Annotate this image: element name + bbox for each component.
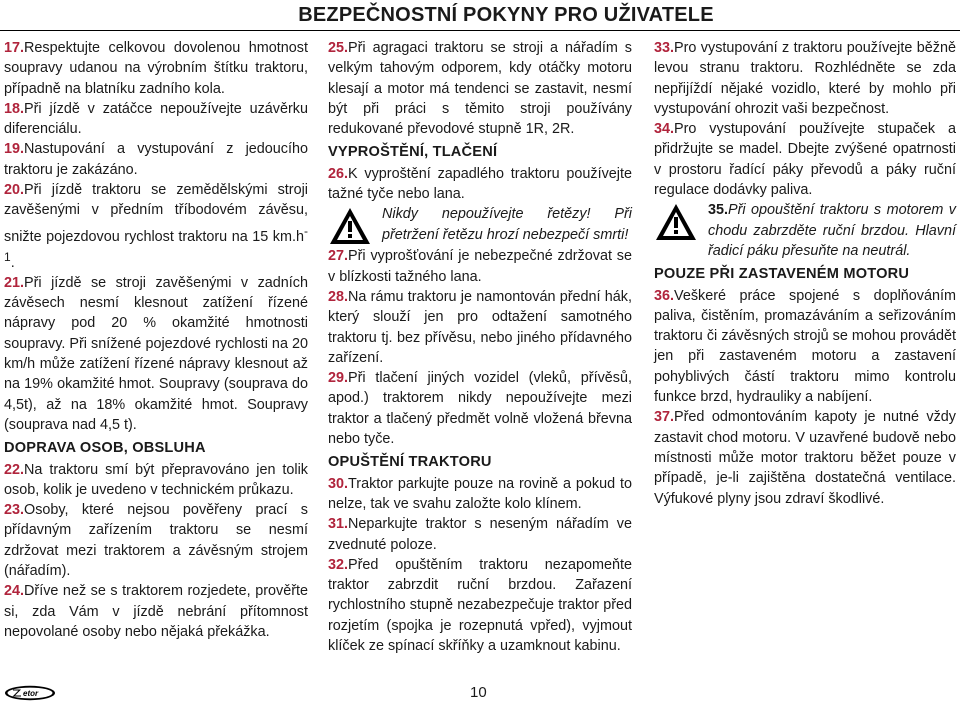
item-30: 30.Traktor parkujte pouze na rovině a pokud to nelze, tak ve svahu založte kolo klínem.: [328, 475, 632, 512]
item-22: 22.Na traktoru smí být přepravováno jen tolik osob, kolik je uvedeno v technickém průkazu.: [4, 461, 308, 498]
page-title: BEZPEČNOSTNÍ POKYNY PRO UŽIVATELE: [298, 4, 714, 26]
item-25: 25.Při agragaci traktoru se stroji a nářadím s velkým tahovým odporem, kdy otáčky motoru klesají a motor má tendenci se zastavit, nesmí být při práci s těmito stroji používány redukované převodové stupně 1R, 2R.: [328, 40, 632, 138]
item-21: 21.Při jízdě se stroji zavěšenými v zadních závěsech nesmí klesnout zatížení řízené nápravy pod 20 % okamžité hmotnosti soupravy. Při snížené pojezdové rychlosti na 20 km/h může zatížení řízené nápravy klesnout až na 19% okamžité hmot. Soupravy (souprava do 4,5t), až na 18% okamžité hmot. Soupravy (souprava nad 4,5 t).: [4, 274, 308, 433]
warning-text-26: Nikdy nepoužívejte řetězy! Při přetržení řetězu hrozí nebezpečí smrti!: [382, 206, 632, 243]
item-37: 37.Před odmontováním kapoty je nutné vždy zastavit chod motoru. V uzavřené budově nebo místnosti může motor traktoru běžet pouze v případě, je-li zajištěna dostatečná ventilace. Výfukové plyny jsou zdraví škodlivé.: [654, 409, 956, 507]
item-20: 20.Při jízdě traktoru se zemědělskými stroji zavěšenými v předním tříbodovém závěsu, snižte pojezdovou rychlost traktoru na 15 $km.h^{-1}$.: [4, 182, 308, 271]
section-heading-opusteni: OPUŠTĚNÍ TRAKTORU: [328, 454, 492, 471]
svg-text:etor: etor: [23, 689, 39, 699]
warning-triangle-icon: [328, 206, 372, 246]
warning-triangle-icon: [654, 202, 698, 242]
page-number: 10: [470, 684, 487, 701]
section-heading-zastaveny-motor: POUZE PŘI ZASTAVENÉM MOTORU: [654, 266, 910, 283]
header-rule: [0, 30, 960, 31]
item-29: 29.Při tlačení jiných vozidel (vleků, přívěsů, apod.) traktorem nikdy nepoužívejte mezi traktor a tlačený předmět volně vložená břevna nebo tyče.: [328, 370, 632, 448]
item-27: 27.Při vyprošťování je nebezpečné zdržovat se v blízkosti tažného lana.: [328, 248, 632, 285]
item-24: 24.Dříve než se s traktorem rozjedete, prověřte si, zda Vám v jízdě nebrání přítomnost nepovolané osoby nebo nějaká překážka.: [4, 583, 308, 640]
item-26: 26.K vyproštění zapadlého traktoru používejte tažné tyče nebo lana.: [328, 165, 632, 203]
column-3: [654, 38, 956, 509]
item-32: 32.Před opuštěním traktoru nezapomeňte traktor zabrzdit ruční brzdou. Zařazení rychlostního stupně nezabezpečuje traktor před rozjetím (spojka je rozepnutá vpřed), vyjmout klíček ze spínací skříňky a uzamknout kabinu.: [328, 556, 632, 655]
zetor-logo-icon: [4, 685, 56, 701]
section-heading-doprava: DOPRAVA OSOB, OBSLUHA: [4, 440, 206, 457]
item-23: 23.Osoby, které nejsou pověřeny prací s přídavným zařízením traktoru se nesmí zdržovat mezi traktorem a závěsným strojem (nářadím).: [4, 502, 308, 580]
warning-text-35: 35.Při opouštění traktoru s motorem v chodu zabrzděte ruční brzdou. Hlavní řadicí páku přesuňte na neutrál.: [708, 202, 956, 259]
item-36: 36.Veškeré práce spojené s doplňováním paliva, čistěním, promazáváním a seřizováním traktoru či závěsných strojů se mohou provádět jen při zastaveném motoru a zastavení pohyblivých částí traktoru mimo kontrolu funkce brzd, hydrauliky a nabíjení.: [654, 287, 956, 406]
section-heading-vyprosteni: VYPROŠTĚNÍ, TLAČENÍ: [328, 144, 498, 161]
item-28: 28.Na rámu traktoru je namontován přední hák, který slouží jen pro odtažení samotného traktoru tj. bez přívěsu, nebo jiného přídavného zařízení.: [328, 288, 632, 366]
warning-block-35: [654, 200, 956, 261]
item-34: 34.Pro vystupování používejte stupaček a přidržujte se madel. Dbejte zvýšené opatrnosti v prostoru řadící páky převodů a páky ruční regulace dodávky paliva.: [654, 121, 956, 199]
item-33: 33.Pro vystupování z traktoru používejte běžně levou stranu traktoru. Rozhlédněte se zda nepřijíždí nějaké vozidlo, které by mohlo při vystupování ohrozit vaši bezpečnost.: [654, 40, 956, 117]
column-1: [4, 38, 308, 642]
warning-block-26: [328, 204, 632, 246]
item-31: 31.Neparkujte traktor s neseným nářadím ve zvednuté poloze.: [328, 516, 632, 553]
column-2: [328, 38, 632, 656]
item-19: 19.Nastupování a vystupování z jedoucího traktoru je zakázáno.: [4, 141, 308, 178]
item-18: 18.Při jízdě v zatáčce nepoužívejte uzávěrku diferenciálu.: [4, 100, 308, 138]
item-17: 17.Respektujte celkovou dovolenou hmotnost soupravy udanou na výrobním štítku traktoru, případně na blatníku zadního kola.: [4, 40, 308, 97]
